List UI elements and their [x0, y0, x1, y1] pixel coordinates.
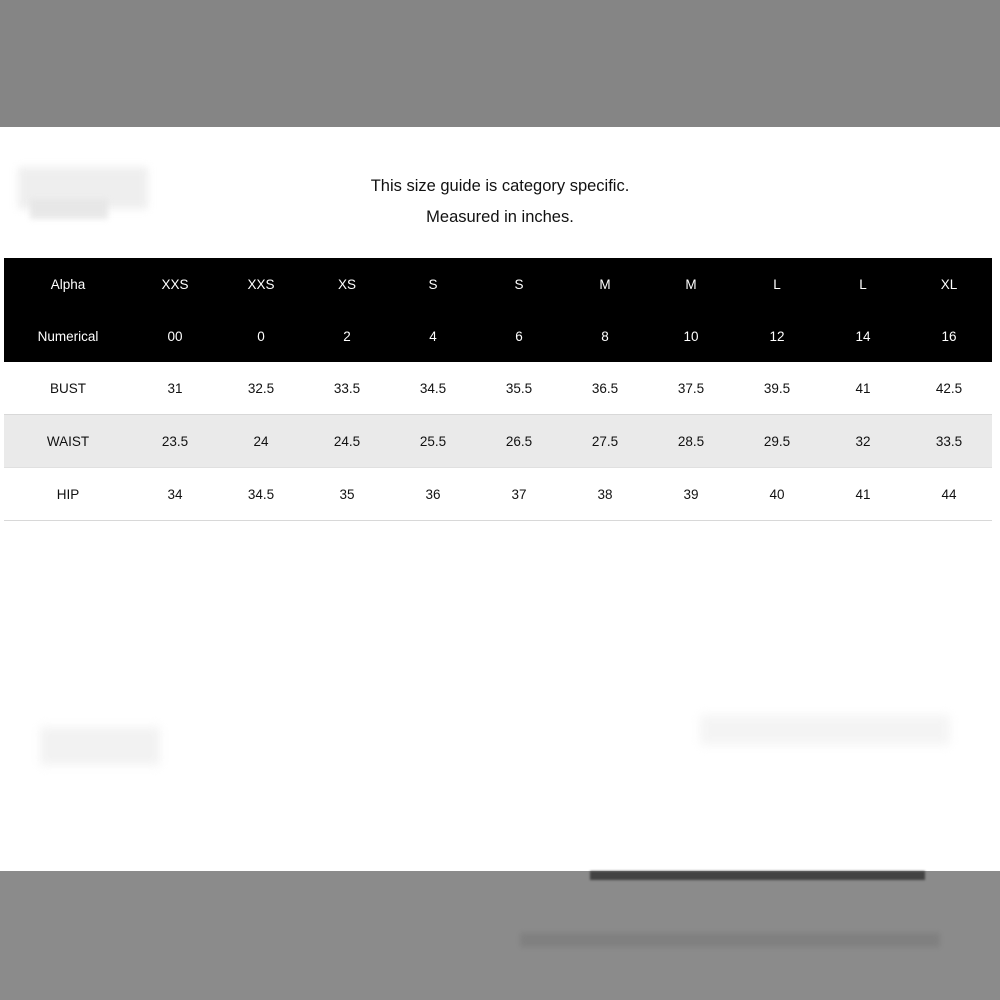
background-artifact [590, 871, 925, 880]
table-cell: 14 [820, 310, 906, 362]
table-cell: XXS [132, 258, 218, 310]
table-cell: 31 [132, 362, 218, 415]
table-cell: 44 [906, 468, 992, 521]
table-cell: L [734, 258, 820, 310]
table-cell: 35.5 [476, 362, 562, 415]
table-cell: 29.5 [734, 415, 820, 468]
table-cell: L [820, 258, 906, 310]
table-cell: 00 [132, 310, 218, 362]
table-row-hip [4, 468, 992, 521]
table-cell: 32 [820, 415, 906, 468]
table-row-alpha [4, 258, 992, 310]
table-cell: 23.5 [132, 415, 218, 468]
table-cell: 41 [820, 362, 906, 415]
table-cell: 40 [734, 468, 820, 521]
table-cell: S [390, 258, 476, 310]
table-cell: 42.5 [906, 362, 992, 415]
size-chart-table [4, 258, 992, 521]
table-cell: 36 [390, 468, 476, 521]
table-cell: 37 [476, 468, 562, 521]
table-cell: 16 [906, 310, 992, 362]
table-cell: 33.5 [906, 415, 992, 468]
table-cell: 8 [562, 310, 648, 362]
size-guide-sheet [0, 127, 1000, 871]
table-cell: 39.5 [734, 362, 820, 415]
table-cell: 41 [820, 468, 906, 521]
table-cell: XL [906, 258, 992, 310]
table-cell: S [476, 258, 562, 310]
table-cell: 6 [476, 310, 562, 362]
table-row-bust [4, 362, 992, 415]
table-cell: 28.5 [648, 415, 734, 468]
table-cell: 10 [648, 310, 734, 362]
row-header-alpha: Alpha [4, 258, 132, 310]
table-cell: XS [304, 258, 390, 310]
table-cell: 38 [562, 468, 648, 521]
intro-line-2: Measured in inches. [426, 208, 574, 226]
table-cell: 35 [304, 468, 390, 521]
table-cell: 25.5 [390, 415, 476, 468]
table-cell: M [562, 258, 648, 310]
bottom-background-band [0, 871, 1000, 1000]
table-cell: 24 [218, 415, 304, 468]
table-cell: 0 [218, 310, 304, 362]
row-header-bust: BUST [4, 362, 132, 415]
table-cell: XXS [218, 258, 304, 310]
background-artifact [700, 715, 950, 745]
table-cell: 39 [648, 468, 734, 521]
background-artifact [40, 727, 160, 765]
top-background-band [0, 0, 1000, 127]
table-cell: 12 [734, 310, 820, 362]
table-cell: 32.5 [218, 362, 304, 415]
table-cell: 34.5 [218, 468, 304, 521]
table-cell: 34 [132, 468, 218, 521]
table-cell: 36.5 [562, 362, 648, 415]
row-header-waist: WAIST [4, 415, 132, 468]
table-row-waist [4, 415, 992, 468]
table-cell: 2 [304, 310, 390, 362]
table-cell: 27.5 [562, 415, 648, 468]
table-cell: 34.5 [390, 362, 476, 415]
background-artifact [520, 933, 940, 947]
table-cell: 33.5 [304, 362, 390, 415]
row-header-numerical: Numerical [4, 310, 132, 362]
table-cell: 26.5 [476, 415, 562, 468]
intro-line-1: This size guide is category specific. [370, 177, 630, 195]
row-header-hip: HIP [4, 468, 132, 521]
table-cell: 24.5 [304, 415, 390, 468]
table-row-numerical [4, 310, 992, 362]
table-cell: M [648, 258, 734, 310]
table-cell: 37.5 [648, 362, 734, 415]
table-cell: 4 [390, 310, 476, 362]
intro-text [0, 171, 1000, 233]
